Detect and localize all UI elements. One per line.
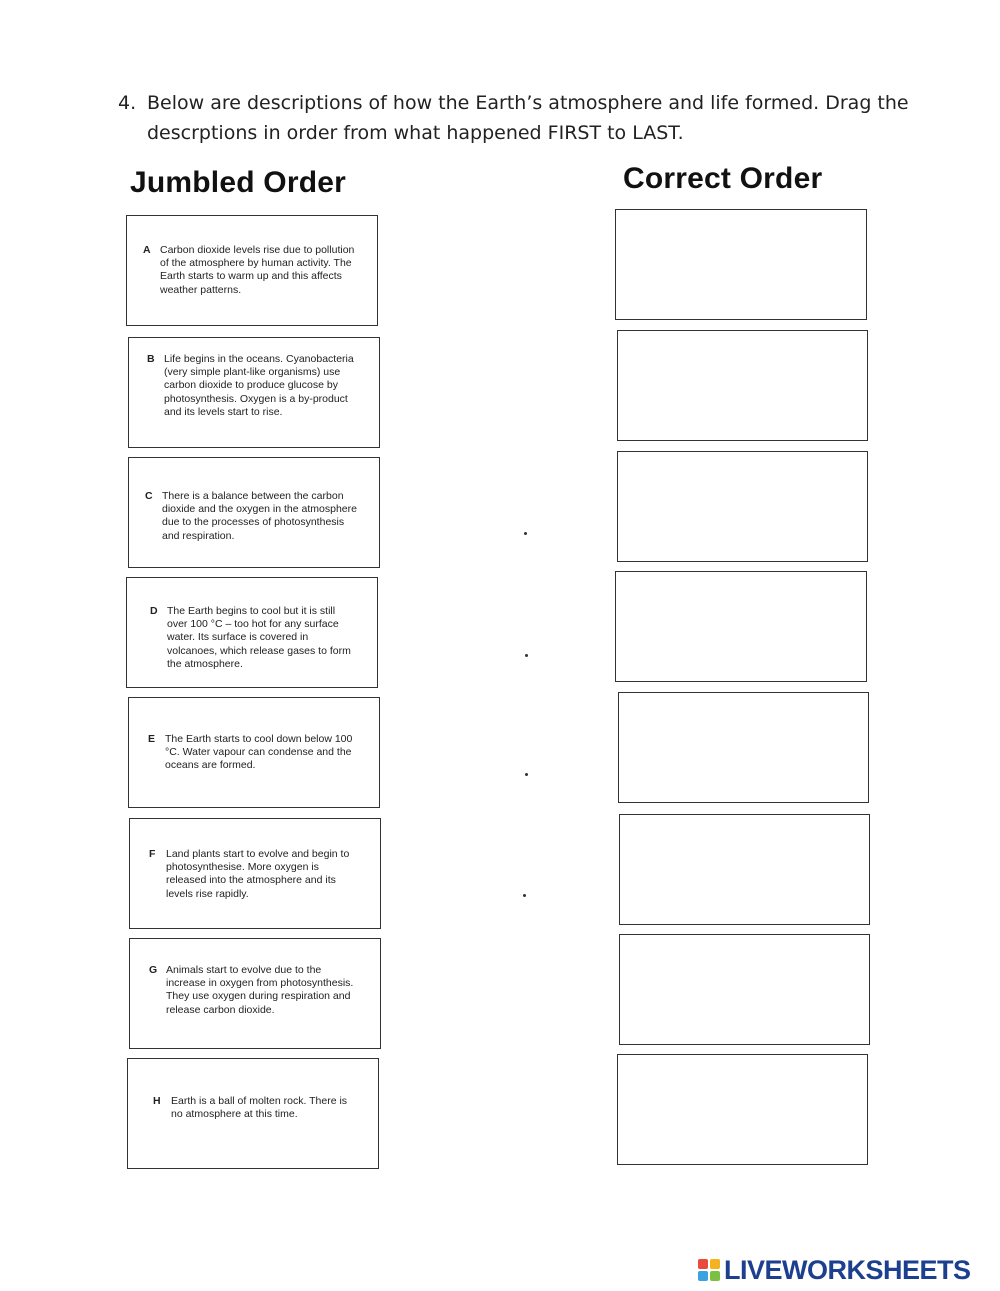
- drop-target-3[interactable]: [617, 451, 868, 562]
- drop-target-2[interactable]: [617, 330, 868, 441]
- card-letter: C: [145, 490, 153, 502]
- connector-dot: [523, 894, 526, 897]
- connector-dot: [524, 532, 527, 535]
- card-description: The Earth begins to cool but it is still over 100 °C – too hot for any surface water. Its surface is covered in volcanoes, which release gases to form the atmosphere.: [167, 605, 351, 670]
- card-description: There is a balance between the carbon dioxide and the oxygen in the atmosphere due to the processes of photosynthesis and respiration.: [162, 490, 357, 542]
- card-description: Animals start to evolve due to the increase in oxygen from photosynthesis. They use oxygen during respiration and release carbon dioxide.: [166, 964, 354, 1016]
- card-letter: G: [149, 964, 158, 976]
- logo-wordmark: LIVEWORKSHEETS: [724, 1254, 971, 1285]
- card-b[interactable]: [128, 337, 380, 448]
- card-description: Land plants start to evolve and begin to photosynthesise. More oxygen is released into the atmosphere and its levels rise rapidly.: [166, 848, 350, 900]
- card-e[interactable]: [128, 697, 380, 808]
- card-g[interactable]: [129, 938, 381, 1049]
- liveworksheets-logo: [698, 1255, 971, 1285]
- correct-order-title: Correct Order: [623, 162, 823, 195]
- drop-target-1[interactable]: [615, 209, 867, 320]
- logo-block: [698, 1271, 708, 1281]
- card-description: Life begins in the oceans. Cyanobacteria (very simple plant-like organisms) use carbon dioxide to produce glucose by photosynthesis. Oxygen is a by-product and its levels start to rise.: [164, 353, 354, 418]
- logo-blocks-icon: [698, 1259, 720, 1281]
- card-letter: H: [153, 1095, 161, 1107]
- jumbled-order-title: Jumbled Order: [130, 166, 346, 199]
- card-description: Carbon dioxide levels rise due to pollution of the atmosphere by human activity. The Earth starts to warm up and this affects weather patterns.: [160, 244, 355, 296]
- logo-block: [710, 1259, 720, 1269]
- card-d[interactable]: [126, 577, 378, 688]
- question-text: Below are descriptions of how the Earth’s atmosphere and life formed. Drag the descrptions in order from what happened FIRST to LAST.: [147, 92, 909, 144]
- drop-target-6[interactable]: [619, 814, 870, 925]
- card-h[interactable]: [127, 1058, 379, 1169]
- card-description: Earth is a ball of molten rock. There is no atmosphere at this time.: [171, 1095, 348, 1121]
- card-description: The Earth starts to cool down below 100 °C. Water vapour can condense and the oceans are formed.: [165, 733, 353, 772]
- card-letter: B: [147, 353, 155, 365]
- card-a[interactable]: [126, 215, 378, 326]
- card-c[interactable]: [128, 457, 380, 568]
- card-letter: D: [150, 605, 158, 617]
- drop-target-8[interactable]: [617, 1054, 868, 1165]
- card-letter: A: [143, 244, 151, 256]
- logo-block: [698, 1259, 708, 1269]
- drop-target-7[interactable]: [619, 934, 870, 1045]
- drop-target-5[interactable]: [618, 692, 869, 803]
- drop-target-4[interactable]: [615, 571, 867, 682]
- connector-dot: [525, 773, 528, 776]
- card-letter: E: [148, 733, 156, 745]
- connector-dot: [525, 654, 528, 657]
- question-number: 4.: [118, 92, 137, 114]
- card-letter: F: [149, 848, 156, 860]
- card-f[interactable]: [129, 818, 381, 929]
- logo-block: [710, 1271, 720, 1281]
